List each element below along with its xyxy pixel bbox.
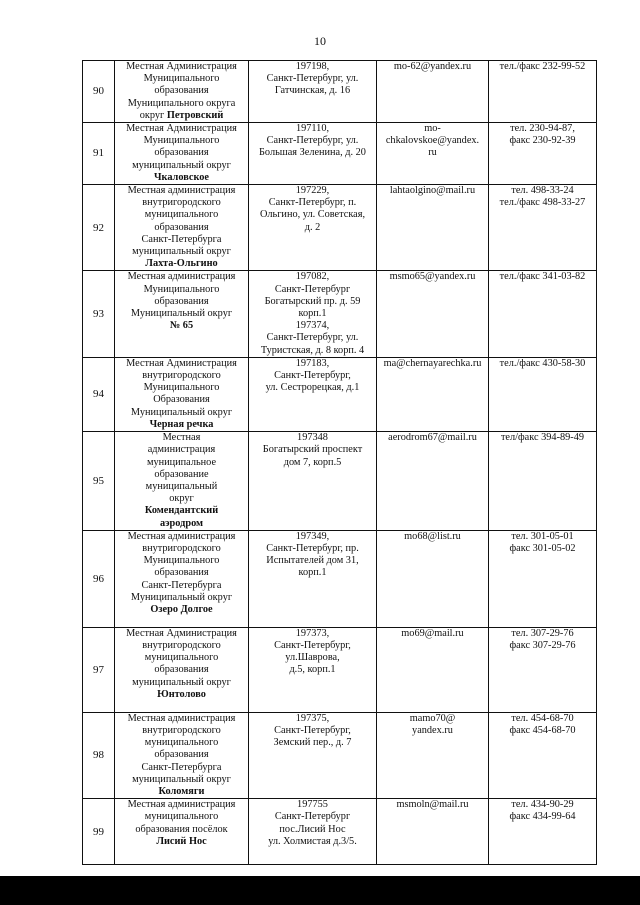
organization-cell [115, 185, 249, 271]
table-row [83, 530, 597, 627]
organization-name: Местная Администрация Муниципального образования муниципальный округ [126, 123, 237, 171]
email-cell: msmo65@yandex.ru [377, 271, 489, 357]
organization-name: Местная администрация муниципальное образование муниципальный округ [145, 432, 218, 505]
organization-cell [115, 123, 249, 185]
phone-cell: тел/факс 394-89-49 [489, 432, 597, 531]
municipal-district-name: Лахта-Ольгино [145, 258, 218, 270]
municipal-district-name: № 65 [169, 320, 194, 332]
row-number: 93 [83, 271, 115, 357]
scan-bottom-edge [0, 876, 640, 905]
organization-cell [115, 271, 249, 357]
table-row [83, 627, 597, 712]
phone-cell: тел./факс 341-03-82 [489, 271, 597, 357]
phone-cell: тел. 301-05-01 факс 301-05-02 [489, 530, 597, 627]
phone-cell: тел. 454-68-70 факс 454-68-70 [489, 712, 597, 798]
organization-cell [115, 357, 249, 431]
organization-cell [115, 432, 249, 531]
address-cell: 197198, Санкт-Петербург, ул. Гатчинская, д. 16 [249, 61, 377, 123]
email-cell: mo- chkalovskoe@yandex. ru [377, 123, 489, 185]
municipal-district-name: Петровский [166, 109, 224, 121]
email-cell: mo-62@yandex.ru [377, 61, 489, 123]
municipal-administrations-table [82, 60, 597, 865]
table-row [83, 271, 597, 357]
row-number: 98 [83, 712, 115, 798]
table-row [83, 432, 597, 531]
row-number: 97 [83, 627, 115, 712]
organization-cell [115, 627, 249, 712]
municipal-district-name: Юнтолово [157, 688, 206, 700]
municipal-district-name: Чкаловское [153, 171, 209, 183]
organization-name: Местная администрация внутригородского Муниципального образования Санкт-Петербурга Муниципальный округ [127, 530, 236, 603]
organization-name: Местная администрация Муниципального образования Муниципальный округ [127, 271, 236, 320]
municipal-district-name: Коломяги [158, 785, 205, 797]
address-cell: 197183, Санкт-Петербург, ул. Сестрорецкая, д.1 [249, 357, 377, 431]
organization-cell [115, 61, 249, 123]
email-cell: msmoln@mail.ru [377, 799, 489, 865]
organization-cell [115, 530, 249, 627]
table-row [83, 61, 597, 123]
email-cell: mamo70@ yandex.ru [377, 712, 489, 798]
page-number: 10 [314, 34, 326, 48]
organization-name: Местная администрация муниципального образования посёлок [127, 799, 236, 835]
table-body [83, 61, 597, 865]
address-cell: 197375, Санкт-Петербург, Земский пер., д. 7 [249, 712, 377, 798]
municipal-district-name: Озеро Долгое [150, 603, 213, 615]
organization-name: Местная Администрация внутригородского муниципального образования муниципальный округ [126, 627, 237, 688]
email-cell: ma@chernayarechka.ru [377, 357, 489, 431]
municipal-district-name: Лисий Нос [156, 835, 207, 847]
organization-name: Местная администрация внутригородского муниципального образования Санкт-Петербурга муниципальный округ [127, 712, 236, 785]
address-cell: 197755 Санкт-Петербург пос.Лисий Нос ул. Холмистая д.3/5. [249, 799, 377, 865]
email-cell: lahtaolgino@mail.ru [377, 185, 489, 271]
organization-cell [115, 799, 249, 865]
row-number: 94 [83, 357, 115, 431]
phone-cell: тел./факс 232-99-52 [489, 61, 597, 123]
municipal-district-name: Черная речка [149, 418, 214, 430]
address-cell: 197373, Санкт-Петербург, ул.Шаврова, д.5, корп.1 [249, 627, 377, 712]
table-row [83, 712, 597, 798]
organization-cell [115, 712, 249, 798]
row-number: 95 [83, 432, 115, 531]
row-number: 99 [83, 799, 115, 865]
phone-cell: тел. 307-29-76 факс 307-29-76 [489, 627, 597, 712]
table-row [83, 357, 597, 431]
table-row [83, 185, 597, 271]
address-cell: 197348 Богатырский проспект дом 7, корп.5 [249, 432, 377, 531]
email-cell: aerodrom67@mail.ru [377, 432, 489, 531]
address-cell: 197082, Санкт-Петербург Богатырский пр. д. 59 корп.1 197374, Санкт-Петербург, ул. Туристская, д. 8 корп. 4 [249, 271, 377, 357]
address-cell: 197349, Санкт-Петербург, пр. Испытателей дом 31, корп.1 [249, 530, 377, 627]
phone-cell: тел. 434-90-29 факс 434-99-64 [489, 799, 597, 865]
phone-cell: тел. 498-33-24 тел./факс 498-33-27 [489, 185, 597, 271]
row-number: 90 [83, 61, 115, 123]
organization-name: Местная Администрация Муниципального образования Муниципального округа округ [126, 61, 237, 121]
phone-cell: тел. 230-94-87, факс 230-92-39 [489, 123, 597, 185]
address-cell: 197229, Санкт-Петербург, п. Ольгино, ул. Советская, д. 2 [249, 185, 377, 271]
address-cell: 197110, Санкт-Петербург, ул. Большая Зеленина, д. 20 [249, 123, 377, 185]
municipal-district-name: Комендантский аэродром [144, 505, 219, 529]
email-cell: mo69@mail.ru [377, 627, 489, 712]
row-number: 96 [83, 530, 115, 627]
row-number: 92 [83, 185, 115, 271]
table-row [83, 123, 597, 185]
organization-name: Местная Администрация внутригородского Муниципального Образования Муниципальный округ [126, 357, 237, 418]
organization-name: Местная администрация внутригородского муниципального образования Санкт-Петербурга муниципальный округ [127, 185, 236, 258]
table-row [83, 799, 597, 865]
email-cell: mo68@list.ru [377, 530, 489, 627]
phone-cell: тел./факс 430-58-30 [489, 357, 597, 431]
row-number: 91 [83, 123, 115, 185]
